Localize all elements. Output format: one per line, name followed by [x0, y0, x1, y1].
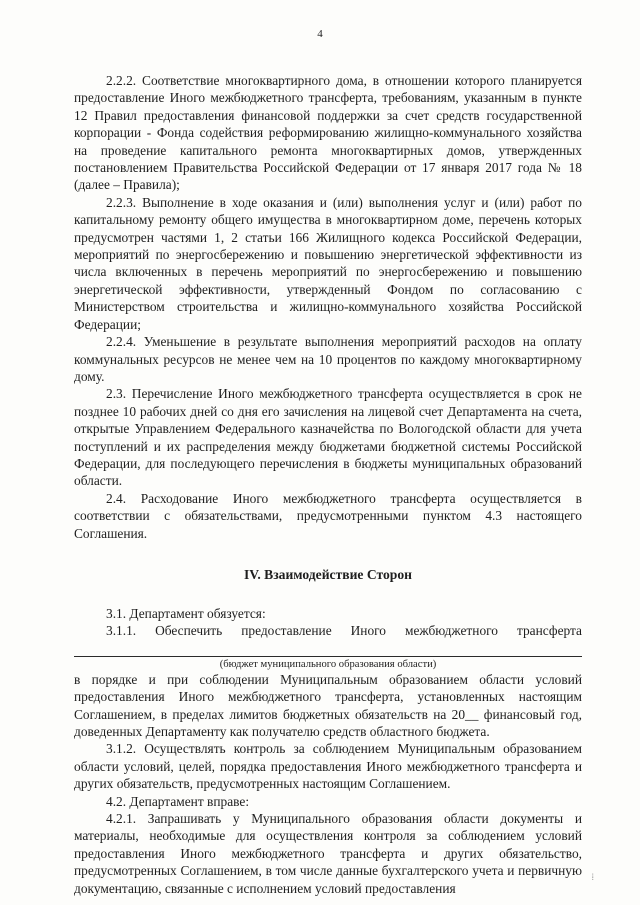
paragraph-3-1-1-start: 3.1.1. Обеспечить предоставление Иного межбюджетного трансферта [106, 623, 582, 639]
paragraph-4-2: 4.2. Департамент вправе: [106, 793, 250, 809]
page-number: 4 [317, 28, 323, 40]
budget-blank-caption: (бюджет муниципального образования области) [219, 658, 437, 670]
section-heading: IV. Взаимодействие Сторон [244, 566, 412, 582]
paragraph-3-1: 3.1. Департамент обязуется: [106, 605, 266, 621]
scan-artifact-mark: ⁞ [591, 872, 594, 882]
paragraph-4-2-1: 4.2.1. Запрашивать у Муниципального образования области документы и материалы, необходимые для осуществления контроля за соблюдением условий предоставления Иного межбюджетного трансферта и других обязательство, предусмотренных Соглашением, в том числе данные бухгалтерского учета и первичную документацию, связанные с исполнением условий предоставления [74, 811, 582, 896]
paragraph-2-2-2: 2.2.2. Соответствие многоквартирного дома, в отношении которого планируется предоставление Иного межбюджетного трансферта, требованиям, указанным в пункте 12 Правил предоставления финансовой поддержки за счет средств государственной корпорации - Фонда содействия реформированию жилищно-коммунального хозяйства на проведение капитального ремонта многоквартирных домов, утвержденных постановлением Правительства Российской Федерации от 17 января 2017 года № 18 (далее – Правила); [74, 73, 582, 193]
document-body [74, 72, 582, 897]
paragraph-2-2-4: 2.2.4. Уменьшение в результате выполнения мероприятий расходов на оплату коммунальных ресурсов не менее чем на 10 процентов по каждому многоквартирному дому. [74, 334, 582, 384]
paragraph-2-2-3: 2.2.3. Выполнение в ходе оказания и (или) выполнения услуг и (или) работ по капитальному ремонту общего имущества в многоквартирном доме, перечень которых предусмотрен частями 1, 2 статьи 166 Жилищного кодекса Российской Федерации, мероприятий по энергосбережению и повышению энергетической эффективности из числа включенных в перечень мероприятий по энергосбережению и повышению энергетической эффективности, утвержденный Фондом по согласованию с Министерством строительства и жилищно-коммунального хозяйства Российской Федерации; [74, 194, 582, 332]
paragraph-3-1-2: 3.1.2. Осуществлять контроль за соблюдением Муниципальным образованием области условий, целей, порядка предоставления Иного межбюджетного трансферта и других обязательств, предусмотренных настоящим Соглашением. [74, 741, 582, 792]
paragraph-2-4: 2.4. Расходование Иного межбюджетного трансферта осуществляется в соответствии с обязательствами, предусмотренными пунктом 4.3 настоящего Соглашения. [74, 490, 582, 541]
budget-blank-line [74, 650, 582, 657]
paragraph-2-3: 2.3. Перечисление Иного межбюджетного трансферта осуществляется в срок не позднее 10 рабочих дней со дня его зачисления на лицевой счет Департамента на счета, открытые Управлением Федерального казначейства по Вологодской области для учета поступлений и их распределения между бюджетами бюджетной системы Российской Федерации, для последующего перечисления в бюджеты муниципальных образований области. [74, 386, 582, 489]
paragraph-3-1-1-continued: в порядке и при соблюдении Муниципальным образованием области условий предоставления Иного межбюджетного трансферта, установленных настоящим Соглашением, в пределах лимитов бюджетных обязательств на 20__ финансовый год, доведенных Департаменту как получателю средств областного бюджета. [74, 671, 582, 739]
